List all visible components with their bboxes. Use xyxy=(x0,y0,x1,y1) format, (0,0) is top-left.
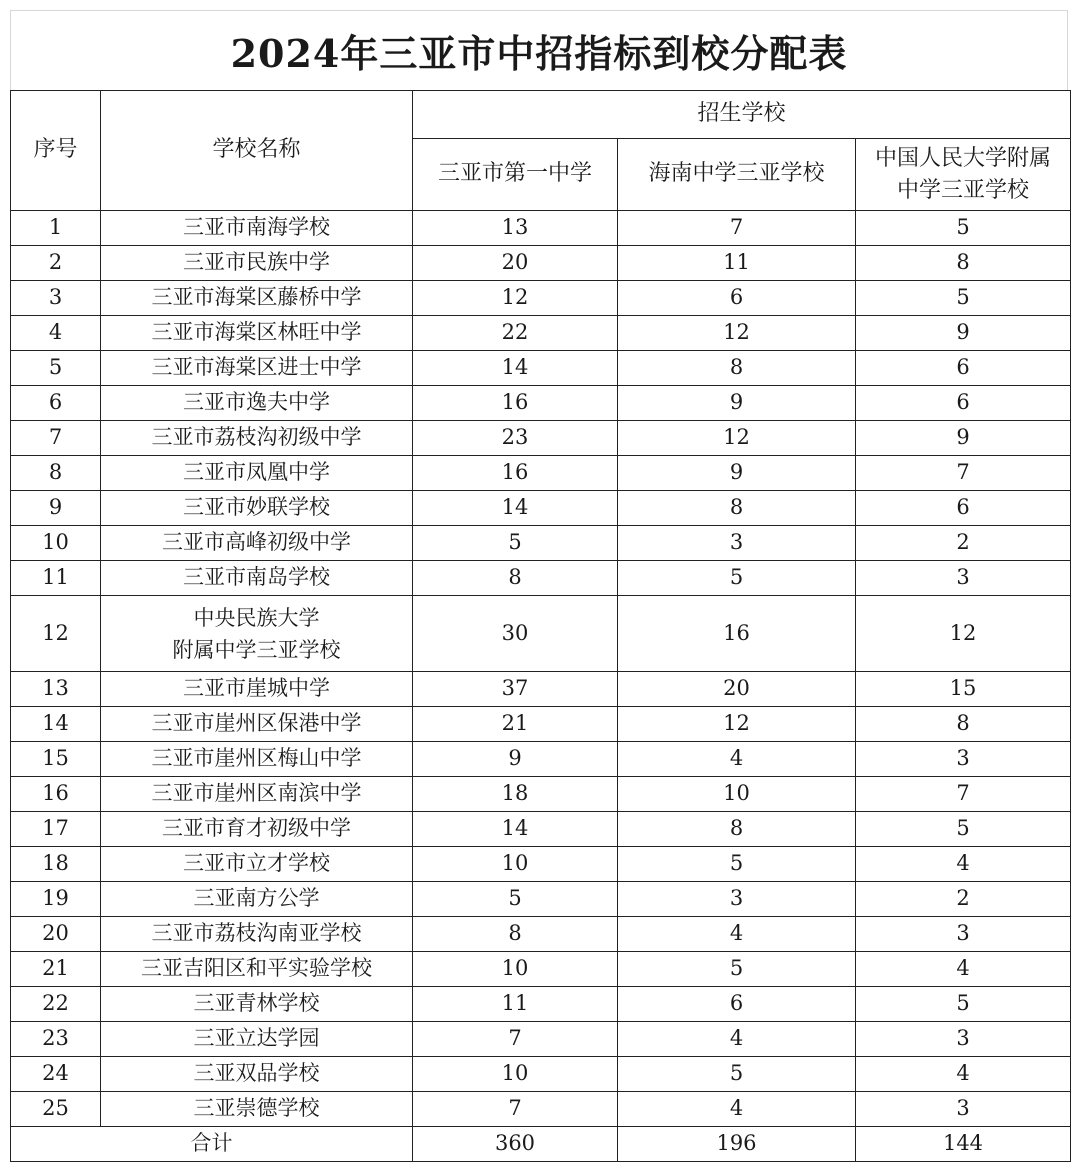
row-quota-renda-sanya: 9 xyxy=(856,421,1071,456)
row-no: 6 xyxy=(11,386,101,421)
row-school-name: 三亚市高峰初级中学 xyxy=(101,526,413,561)
table-row xyxy=(11,707,1071,742)
row-school-name xyxy=(101,596,413,672)
row-school-name: 三亚市海棠区进士中学 xyxy=(101,351,413,386)
table-row xyxy=(11,917,1071,952)
row-quota-sanya-no1: 10 xyxy=(413,847,618,882)
allocation-table xyxy=(10,90,1071,1162)
row-quota-renda-sanya: 4 xyxy=(856,847,1071,882)
row-no: 19 xyxy=(11,882,101,917)
row-school-name: 三亚市海棠区林旺中学 xyxy=(101,316,413,351)
row-quota-hainan-sanya: 6 xyxy=(618,281,856,316)
header-hainan-sanya: 海南中学三亚学校 xyxy=(618,139,856,211)
page-title-box xyxy=(10,10,1068,90)
header-no: 序号 xyxy=(11,91,101,211)
row-quota-renda-sanya: 5 xyxy=(856,812,1071,847)
table-row xyxy=(11,211,1071,246)
total-c: 144 xyxy=(856,1127,1071,1162)
row-quota-renda-sanya: 12 xyxy=(856,596,1071,672)
header-renda-line1: 中国人民大学附属 xyxy=(874,145,1051,171)
page-title: 2024年三亚市中招指标到校分配表 xyxy=(230,31,848,76)
row-quota-hainan-sanya: 11 xyxy=(618,246,856,281)
table-row xyxy=(11,456,1071,491)
row-quota-renda-sanya: 3 xyxy=(856,742,1071,777)
row-quota-renda-sanya: 3 xyxy=(856,1022,1071,1057)
row-school-name: 三亚市逸夫中学 xyxy=(101,386,413,421)
row-no: 4 xyxy=(11,316,101,351)
row-quota-sanya-no1: 22 xyxy=(413,316,618,351)
table-row xyxy=(11,1092,1071,1127)
row-no: 1 xyxy=(11,211,101,246)
row-no: 3 xyxy=(11,281,101,316)
row-quota-sanya-no1: 5 xyxy=(413,882,618,917)
row-quota-hainan-sanya: 8 xyxy=(618,351,856,386)
row-school-name: 三亚市崖州区保港中学 xyxy=(101,707,413,742)
row-no: 2 xyxy=(11,246,101,281)
row-quota-renda-sanya: 9 xyxy=(856,316,1071,351)
row-quota-renda-sanya: 5 xyxy=(856,987,1071,1022)
row-quota-hainan-sanya: 4 xyxy=(618,1022,856,1057)
row-no: 11 xyxy=(11,561,101,596)
table-row xyxy=(11,742,1071,777)
row-quota-sanya-no1: 16 xyxy=(413,386,618,421)
table-row xyxy=(11,491,1071,526)
table-row xyxy=(11,1057,1071,1092)
row-quota-hainan-sanya: 20 xyxy=(618,672,856,707)
row-school-name: 三亚市荔枝沟初级中学 xyxy=(101,421,413,456)
row-school-name: 三亚市妙联学校 xyxy=(101,491,413,526)
row-school-name: 三亚市民族中学 xyxy=(101,246,413,281)
row-quota-sanya-no1: 8 xyxy=(413,561,618,596)
row-quota-sanya-no1: 37 xyxy=(413,672,618,707)
row-no: 9 xyxy=(11,491,101,526)
row-quota-sanya-no1: 9 xyxy=(413,742,618,777)
row-quota-renda-sanya: 6 xyxy=(856,491,1071,526)
row-no: 18 xyxy=(11,847,101,882)
row-school-name: 三亚立达学园 xyxy=(101,1022,413,1057)
table-row xyxy=(11,952,1071,987)
row-school-name: 三亚市立才学校 xyxy=(101,847,413,882)
row-no: 12 xyxy=(11,596,101,672)
row-no: 25 xyxy=(11,1092,101,1127)
row-no: 20 xyxy=(11,917,101,952)
table-row xyxy=(11,812,1071,847)
row-quota-renda-sanya: 5 xyxy=(856,211,1071,246)
row-quota-sanya-no1: 16 xyxy=(413,456,618,491)
row-quota-hainan-sanya: 6 xyxy=(618,987,856,1022)
row-quota-sanya-no1: 7 xyxy=(413,1092,618,1127)
table-row xyxy=(11,1022,1071,1057)
row-school-name: 三亚市育才初级中学 xyxy=(101,812,413,847)
row-quota-sanya-no1: 7 xyxy=(413,1022,618,1057)
row-quota-hainan-sanya: 5 xyxy=(618,847,856,882)
row-no: 22 xyxy=(11,987,101,1022)
row-school-name: 三亚市崖城中学 xyxy=(101,672,413,707)
header-school-name: 学校名称 xyxy=(101,91,413,211)
row-quota-hainan-sanya: 9 xyxy=(618,456,856,491)
row-quota-renda-sanya: 8 xyxy=(856,246,1071,281)
total-row xyxy=(11,1127,1071,1162)
row-quota-renda-sanya: 3 xyxy=(856,917,1071,952)
row-school-name: 三亚市凤凰中学 xyxy=(101,456,413,491)
row-school-name: 三亚南方公学 xyxy=(101,882,413,917)
row-no: 15 xyxy=(11,742,101,777)
row-school-name: 三亚市南海学校 xyxy=(101,211,413,246)
row-school-name: 三亚市崖州区南滨中学 xyxy=(101,777,413,812)
row-quota-sanya-no1: 10 xyxy=(413,1057,618,1092)
row-quota-sanya-no1: 12 xyxy=(413,281,618,316)
table-row xyxy=(11,777,1071,812)
row-quota-hainan-sanya: 5 xyxy=(618,952,856,987)
row-quota-sanya-no1: 18 xyxy=(413,777,618,812)
row-school-name: 三亚市海棠区藤桥中学 xyxy=(101,281,413,316)
row-no: 21 xyxy=(11,952,101,987)
row-quota-sanya-no1: 14 xyxy=(413,812,618,847)
table-row xyxy=(11,316,1071,351)
row-school-name-line1: 中央民族大学 xyxy=(193,605,320,630)
row-quota-hainan-sanya: 12 xyxy=(618,707,856,742)
table-row xyxy=(11,351,1071,386)
row-quota-renda-sanya: 7 xyxy=(856,456,1071,491)
table-row xyxy=(11,847,1071,882)
row-quota-renda-sanya: 8 xyxy=(856,707,1071,742)
row-quota-hainan-sanya: 4 xyxy=(618,1092,856,1127)
row-quota-hainan-sanya: 7 xyxy=(618,211,856,246)
row-quota-renda-sanya: 4 xyxy=(856,952,1071,987)
row-quota-hainan-sanya: 5 xyxy=(618,1057,856,1092)
table-row xyxy=(11,526,1071,561)
table-row xyxy=(11,246,1071,281)
row-quota-renda-sanya: 2 xyxy=(856,526,1071,561)
header-enrolling-schools: 招生学校 xyxy=(413,91,1071,139)
row-quota-hainan-sanya: 16 xyxy=(618,596,856,672)
row-no: 7 xyxy=(11,421,101,456)
header-sanya-no1: 三亚市第一中学 xyxy=(413,139,618,211)
row-school-name: 三亚崇德学校 xyxy=(101,1092,413,1127)
row-quota-renda-sanya: 6 xyxy=(856,386,1071,421)
row-quota-sanya-no1: 11 xyxy=(413,987,618,1022)
total-label: 合计 xyxy=(11,1127,413,1162)
row-no: 13 xyxy=(11,672,101,707)
row-quota-hainan-sanya: 10 xyxy=(618,777,856,812)
row-school-name-line2: 附属中学三亚学校 xyxy=(172,637,341,662)
row-quota-sanya-no1: 10 xyxy=(413,952,618,987)
table-row xyxy=(11,281,1071,316)
row-school-name: 三亚市南岛学校 xyxy=(101,561,413,596)
row-quota-hainan-sanya: 4 xyxy=(618,917,856,952)
row-quota-renda-sanya: 7 xyxy=(856,777,1071,812)
total-b: 196 xyxy=(618,1127,856,1162)
row-no: 10 xyxy=(11,526,101,561)
row-quota-sanya-no1: 5 xyxy=(413,526,618,561)
row-quota-renda-sanya: 4 xyxy=(856,1057,1071,1092)
row-school-name: 三亚市荔枝沟南亚学校 xyxy=(101,917,413,952)
row-quota-sanya-no1: 23 xyxy=(413,421,618,456)
row-quota-hainan-sanya: 8 xyxy=(618,491,856,526)
row-quota-sanya-no1: 20 xyxy=(413,246,618,281)
table-row xyxy=(11,987,1071,1022)
row-quota-renda-sanya: 3 xyxy=(856,561,1071,596)
row-quota-renda-sanya: 6 xyxy=(856,351,1071,386)
total-a: 360 xyxy=(413,1127,618,1162)
row-school-name: 三亚双品学校 xyxy=(101,1057,413,1092)
row-quota-hainan-sanya: 5 xyxy=(618,561,856,596)
row-school-name: 三亚吉阳区和平实验学校 xyxy=(101,952,413,987)
row-quota-renda-sanya: 5 xyxy=(856,281,1071,316)
table-row xyxy=(11,561,1071,596)
row-no: 23 xyxy=(11,1022,101,1057)
row-no: 5 xyxy=(11,351,101,386)
row-quota-hainan-sanya: 9 xyxy=(618,386,856,421)
table-row xyxy=(11,421,1071,456)
row-quota-hainan-sanya: 3 xyxy=(618,526,856,561)
row-no: 14 xyxy=(11,707,101,742)
row-quota-hainan-sanya: 3 xyxy=(618,882,856,917)
table-row xyxy=(11,386,1071,421)
row-quota-sanya-no1: 14 xyxy=(413,351,618,386)
row-quota-renda-sanya: 15 xyxy=(856,672,1071,707)
row-quota-renda-sanya: 2 xyxy=(856,882,1071,917)
row-quota-sanya-no1: 8 xyxy=(413,917,618,952)
row-no: 8 xyxy=(11,456,101,491)
header-renda-line2: 中学三亚学校 xyxy=(896,177,1029,203)
row-no: 17 xyxy=(11,812,101,847)
table-row xyxy=(11,882,1071,917)
row-quota-hainan-sanya: 8 xyxy=(618,812,856,847)
row-school-name: 三亚青林学校 xyxy=(101,987,413,1022)
row-quota-sanya-no1: 30 xyxy=(413,596,618,672)
table-row xyxy=(11,672,1071,707)
row-no: 24 xyxy=(11,1057,101,1092)
row-quota-sanya-no1: 13 xyxy=(413,211,618,246)
row-quota-renda-sanya: 3 xyxy=(856,1092,1071,1127)
row-quota-hainan-sanya: 4 xyxy=(618,742,856,777)
table-row xyxy=(11,596,1071,672)
row-no: 16 xyxy=(11,777,101,812)
row-quota-hainan-sanya: 12 xyxy=(618,421,856,456)
header-renda-sanya xyxy=(856,139,1071,211)
row-quota-hainan-sanya: 12 xyxy=(618,316,856,351)
row-quota-sanya-no1: 14 xyxy=(413,491,618,526)
row-quota-sanya-no1: 21 xyxy=(413,707,618,742)
row-school-name: 三亚市崖州区梅山中学 xyxy=(101,742,413,777)
